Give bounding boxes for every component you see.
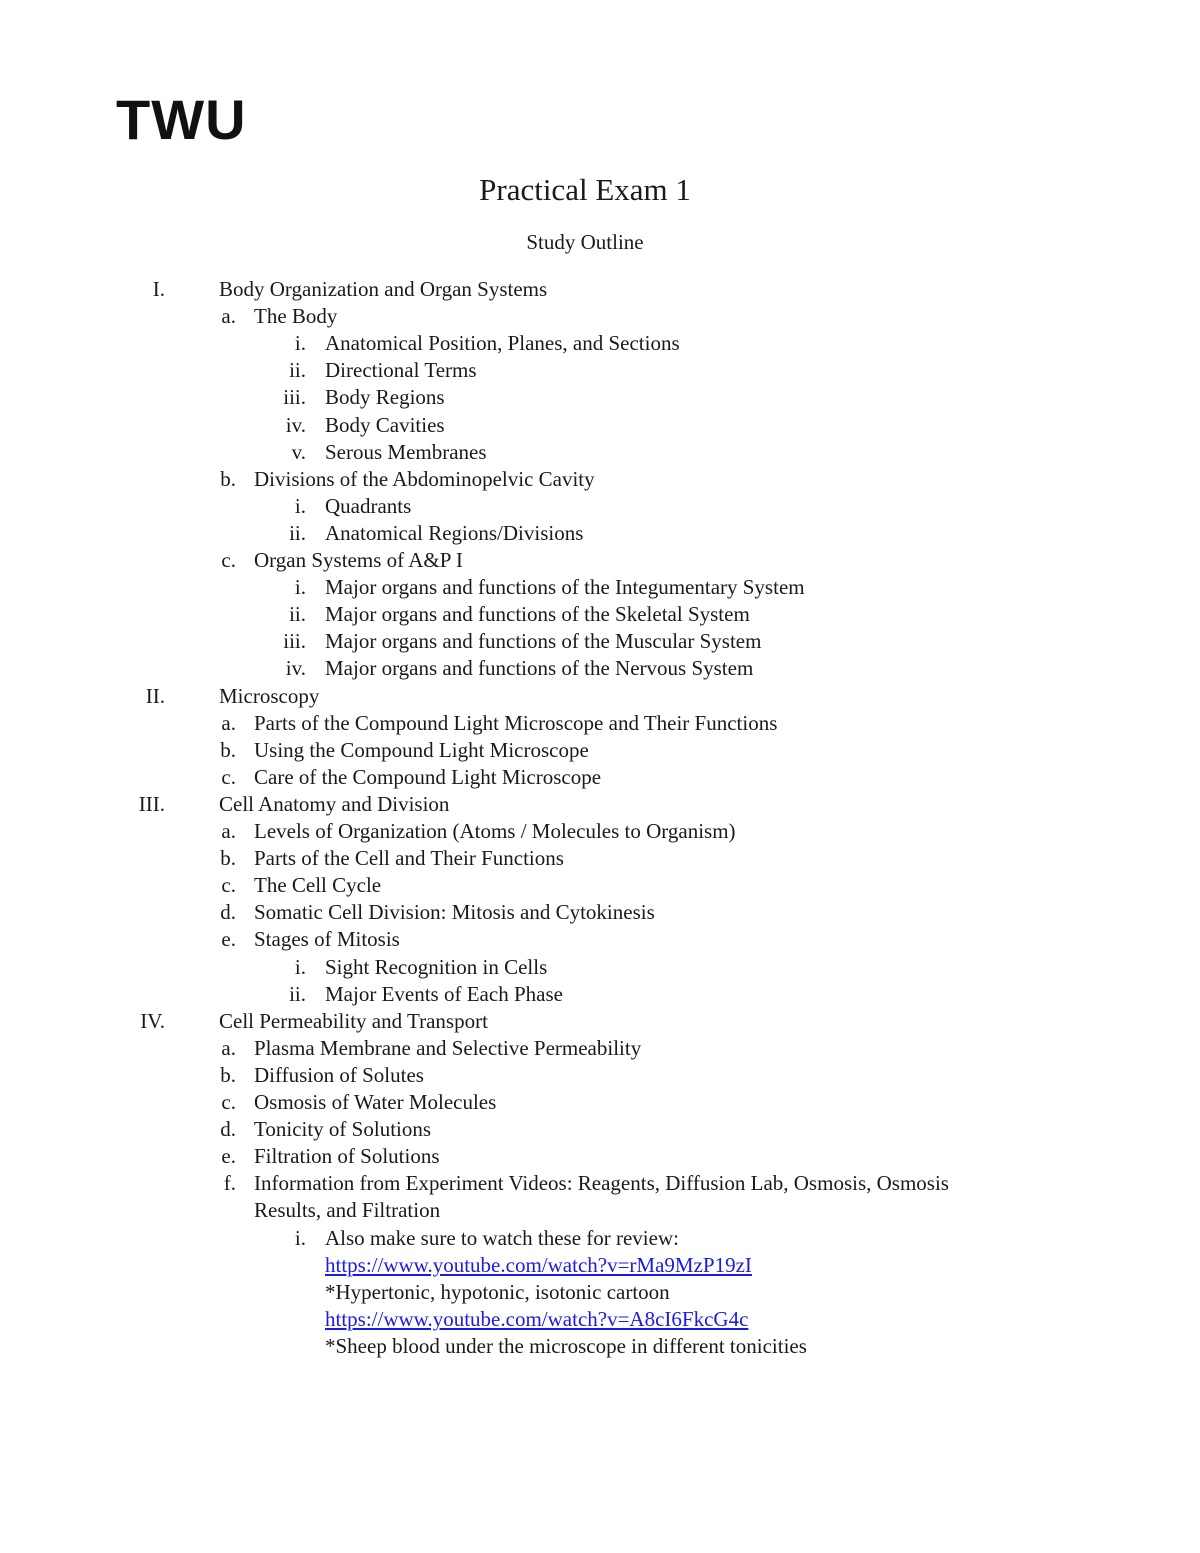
outline-item-text: Directional Terms bbox=[325, 358, 477, 383]
outline-item-text: Body Cavities bbox=[325, 412, 445, 437]
outline-item bbox=[0, 1035, 1200, 1062]
outline-item bbox=[0, 330, 1200, 357]
outline-item bbox=[0, 493, 1200, 520]
outline-item-text: Major organs and functions of the Muscular System bbox=[325, 629, 762, 654]
outline-item bbox=[0, 655, 1200, 682]
outline-item-text: Diffusion of Solutes bbox=[254, 1062, 424, 1087]
outline-item-text: Quadrants bbox=[325, 493, 412, 518]
outline-item bbox=[0, 1333, 1200, 1360]
outline-item-text: Divisions of the Abdominopelvic Cavity bbox=[254, 466, 595, 491]
outline-item-number: b. bbox=[220, 1062, 236, 1087]
outline-item bbox=[0, 899, 1200, 926]
outline-item-text: Parts of the Compound Light Microscope and Their Functions bbox=[254, 710, 778, 735]
outline-item-text: Major organs and functions of the Integumentary System bbox=[325, 575, 805, 600]
outline-item bbox=[0, 357, 1200, 384]
outline-item-text: Microscopy bbox=[219, 683, 320, 708]
outline-item-text: Serous Membranes bbox=[325, 439, 487, 464]
outline-item bbox=[0, 276, 1200, 303]
outline-item-number: f. bbox=[223, 1171, 236, 1196]
outline-item-text: Anatomical Regions/Divisions bbox=[325, 520, 584, 545]
outline-item-text: Also make sure to watch these for review: bbox=[325, 1225, 679, 1250]
outline-item-number: i. bbox=[294, 1225, 306, 1250]
outline-item-text: Body Regions bbox=[325, 385, 445, 410]
outline-item-number: ii. bbox=[289, 602, 306, 627]
outline-item bbox=[0, 845, 1200, 872]
outline-item[interactable] bbox=[0, 1306, 1200, 1333]
outline-item bbox=[0, 791, 1200, 818]
outline-item bbox=[0, 710, 1200, 737]
outline-item-text: Cell Anatomy and Division bbox=[219, 791, 450, 816]
outline-item-number: b. bbox=[220, 846, 236, 871]
outline-item bbox=[0, 1062, 1200, 1089]
outline-item-number: e. bbox=[221, 1144, 236, 1169]
outline-item bbox=[0, 412, 1200, 439]
outline-item-number: i. bbox=[294, 954, 306, 979]
outline-item-text: Anatomical Position, Planes, and Sections bbox=[325, 331, 680, 356]
outline-item bbox=[0, 1279, 1200, 1306]
outline-item bbox=[0, 764, 1200, 791]
outline-item-number: d. bbox=[220, 900, 236, 925]
outline-item-text: Tonicity of Solutions bbox=[254, 1117, 432, 1142]
outline-item bbox=[0, 1008, 1200, 1035]
outline-item bbox=[0, 303, 1200, 330]
outline-item-number: c. bbox=[221, 873, 236, 898]
outline-item-text: The Body bbox=[254, 304, 338, 329]
outline-item-text: Somatic Cell Division: Mitosis and Cytokinesis bbox=[254, 900, 655, 925]
outline-item-number: c. bbox=[221, 764, 236, 789]
outline-item-number: b. bbox=[220, 737, 236, 762]
outline-item bbox=[0, 1143, 1200, 1170]
outline-item-text: Parts of the Cell and Their Functions bbox=[254, 846, 564, 871]
outline-item-text: Cell Permeability and Transport bbox=[219, 1008, 488, 1033]
outline-item-number: iv. bbox=[285, 656, 306, 681]
outline-item-text: Plasma Membrane and Selective Permeability bbox=[254, 1035, 642, 1060]
outline-item-number: II. bbox=[145, 683, 165, 708]
outline-item-number: ii. bbox=[289, 520, 306, 545]
outline-item bbox=[0, 872, 1200, 899]
twu-logo: TWU bbox=[116, 88, 247, 151]
outline-item-text: The Cell Cycle bbox=[254, 873, 382, 898]
page-title: Practical Exam 1 bbox=[479, 172, 691, 207]
video-link[interactable]: https://www.youtube.com/watch?v=A8cI6FkcG4c bbox=[325, 1306, 749, 1331]
outline-item-text: Filtration of Solutions bbox=[254, 1144, 440, 1169]
outline-item-text: *Hypertonic, hypotonic, isotonic cartoon bbox=[325, 1279, 670, 1304]
outline-item bbox=[0, 547, 1200, 574]
outline-item bbox=[0, 818, 1200, 845]
outline-item-number: iii. bbox=[283, 629, 306, 654]
outline-item bbox=[0, 1089, 1200, 1116]
outline-item-text: Results, and Filtration bbox=[254, 1198, 441, 1223]
outline-item-text: Body Organization and Organ Systems bbox=[219, 277, 548, 301]
outline-item-text: Care of the Compound Light Microscope bbox=[254, 764, 602, 789]
outline-item-number: ii. bbox=[289, 981, 306, 1006]
outline-item-number: d. bbox=[220, 1117, 236, 1142]
outline-item-text: Levels of Organization (Atoms / Molecules to Organism) bbox=[254, 819, 736, 843]
outline-item bbox=[0, 926, 1200, 953]
outline-item-text: Information from Experiment Videos: Reagents, Diffusion Lab, Osmosis, Osmosis bbox=[254, 1171, 949, 1196]
outline-item-number: i. bbox=[294, 331, 306, 356]
outline-item bbox=[0, 439, 1200, 466]
outline-item-number: iv. bbox=[285, 412, 306, 437]
page-subtitle: Study Outline bbox=[526, 230, 644, 254]
outline-item bbox=[0, 466, 1200, 493]
outline-item bbox=[0, 1170, 1200, 1197]
outline-item-text: Major organs and functions of the Nervous System bbox=[325, 656, 754, 681]
outline-item-number: c. bbox=[221, 548, 236, 572]
outline-item-number: a. bbox=[221, 1035, 236, 1060]
outline-item bbox=[0, 1197, 1200, 1224]
outline-item-number: ii. bbox=[289, 358, 306, 383]
outline-item-number: v. bbox=[291, 439, 306, 464]
outline-item-number: I. bbox=[152, 277, 165, 301]
outline-item bbox=[0, 1116, 1200, 1143]
outline-item-text: *Sheep blood under the microscope in different tonicities bbox=[325, 1333, 807, 1358]
outline-item bbox=[0, 737, 1200, 764]
outline-item bbox=[0, 954, 1200, 981]
outline-item-number: i. bbox=[294, 493, 306, 518]
outline-item-number: a. bbox=[221, 819, 236, 843]
outline-item-number: IV. bbox=[140, 1008, 165, 1033]
outline-item-text: Organ Systems of A&P I bbox=[254, 548, 463, 572]
outline-item-text: Major Events of Each Phase bbox=[325, 981, 563, 1006]
outline-item bbox=[0, 384, 1200, 411]
outline-item bbox=[0, 574, 1200, 601]
outline-item-text: Osmosis of Water Molecules bbox=[254, 1090, 497, 1114]
outline-item-text: Using the Compound Light Microscope bbox=[254, 737, 589, 762]
outline-item bbox=[0, 601, 1200, 628]
outline-item-number: b. bbox=[220, 466, 236, 491]
outline-item bbox=[0, 981, 1200, 1008]
outline-item bbox=[0, 628, 1200, 655]
video-link[interactable]: https://www.youtube.com/watch?v=rMa9MzP19zI bbox=[325, 1252, 752, 1277]
outline-item-number: e. bbox=[221, 927, 236, 952]
outline-item-text: Stages of Mitosis bbox=[254, 927, 400, 952]
outline-item-number: iii. bbox=[283, 385, 306, 410]
outline-item-number: III. bbox=[138, 791, 165, 816]
outline-item bbox=[0, 1225, 1200, 1252]
outline-item-number: a. bbox=[221, 710, 236, 735]
outline-item bbox=[0, 683, 1200, 710]
outline-item-text: Major organs and functions of the Skeletal System bbox=[325, 602, 750, 627]
outline-item-number: i. bbox=[294, 575, 306, 600]
outline-item-text: Sight Recognition in Cells bbox=[325, 954, 548, 979]
outline-item[interactable] bbox=[0, 1252, 1200, 1279]
outline-item-number: c. bbox=[221, 1090, 236, 1114]
outline-item bbox=[0, 520, 1200, 547]
outline-item-number: a. bbox=[221, 304, 236, 329]
